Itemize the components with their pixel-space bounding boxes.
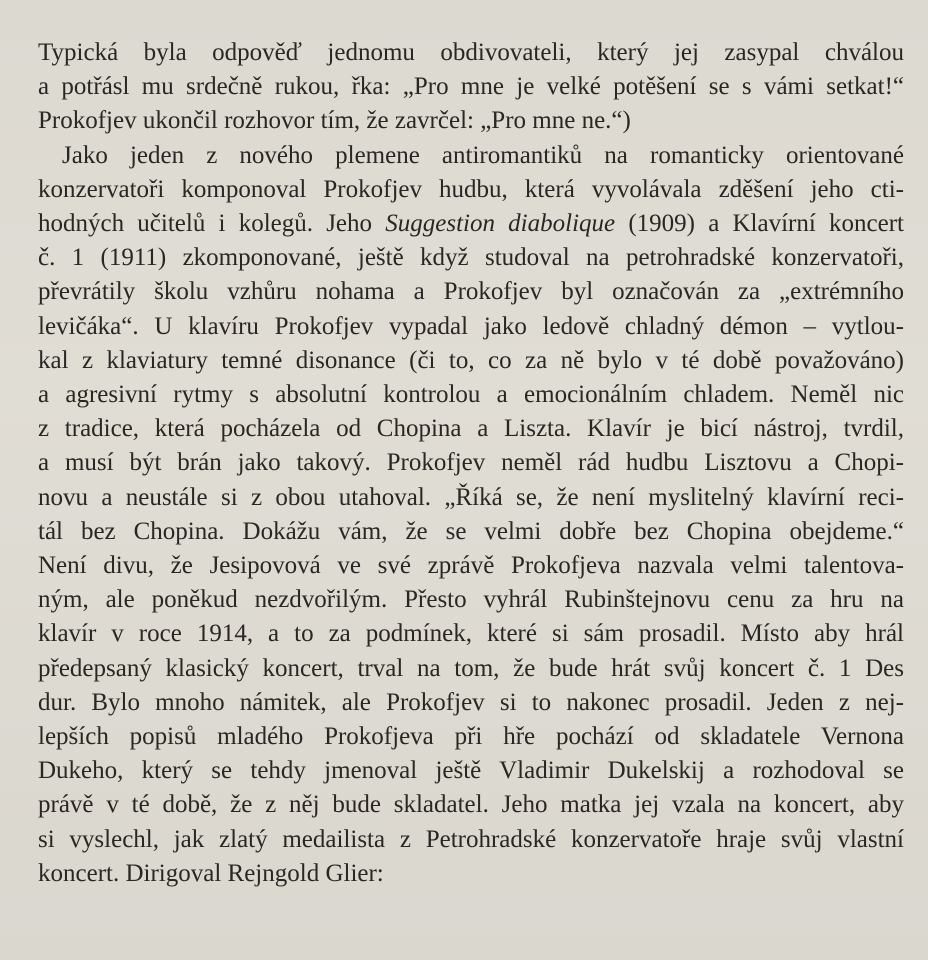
text-line: Typická byla odpověď jednomu obdivovateli, který jej zasypal chválou (38, 39, 904, 66)
text-line: Jako jeden z nového plemene antiromantiků na romanticky orientované (62, 141, 904, 169)
text-line: a agresivní rytmy s absolutní kontrolou a emocionálním chladem. Neměl nic (38, 381, 904, 409)
text-segment: hodných učitelů i kolegů. Jeho (38, 210, 386, 238)
text-line: č. 1 (1911) zkomponované, ještě když studoval na petrohradské konzervatoři, (38, 244, 904, 272)
text-line: právě v té době, že z něj bude skladatel. Jeho matka jej vzala na koncert, aby (38, 791, 904, 819)
text-line: předepsaný klasický koncert, trval na tom, že bude hrát svůj koncert č. 1 Des (38, 654, 904, 682)
text-line (38, 207, 904, 241)
paragraph-1 (38, 36, 904, 139)
text-line: a potřásl mu srdečně rukou, řka: „Pro mne je velké potěšení se s vámi setkat!“ (38, 73, 904, 101)
text-line: Není divu, že Jesipovová ve své zprávě Prokofjeva nazvala velmi talentova- (38, 552, 904, 580)
text-line: převrátily školu vzhůru nohama a Prokofjev byl označován za „extrémního (38, 278, 904, 306)
text-line: levičáka“. U klavíru Prokofjev vypadal jako ledově chladný démon – vytlou- (38, 312, 904, 340)
text-line: z tradice, která pocházela od Chopina a Liszta. Klavír je bicí nástroj, tvrdil, (38, 415, 904, 443)
text-line: kal z klaviatury temné disonance (či to, co za ně bylo v té době považováno) (38, 346, 904, 374)
text-line: novu a neustále si z obou utahoval. „Říká se, že není myslitelný klavírní reci- (38, 483, 904, 511)
text-line: klavír v roce 1914, a to za podmínek, které si sám prosadil. Místo aby hrál (38, 620, 904, 648)
text-line: si vyslechl, jak zlatý medailista z Petrohradské konzervatoře hraje svůj vlastní (38, 825, 904, 853)
text-line: konzervatoři komponoval Prokofjev hudbu, která vyvolávala zděšení jeho cti- (38, 175, 904, 203)
paragraph-2 (38, 139, 904, 891)
text-line: dur. Bylo mnoho námitek, ale Prokofjev si to nakonec prosadil. Jeden z nej- (38, 688, 904, 716)
text-line: Prokofjev ukončil rozhovor tím, že zavrčel: „Pro mne ne.“) (38, 107, 631, 135)
text-line: a musí být brán jako takový. Prokofjev neměl rád hudbu Lisztovu a Chopi- (38, 449, 904, 477)
text-line: ným, ale poněkud nezdvořilým. Přesto vyhrál Rubinštejnovu cenu za hru na (38, 586, 904, 614)
text-line: lepších popisů mladého Prokofjeva při hře pochází od skladatele Vernona (38, 723, 904, 751)
text-line: Dukeho, který se tehdy jmenoval ještě Vladimir Dukelskij a rozhodoval se (38, 757, 904, 785)
text-segment: (1909) a Klavírní koncert (615, 210, 904, 238)
italic-title: Suggestion diabolique (385, 210, 616, 238)
text-line: koncert. Dirigoval Rejngold Glier: (38, 859, 384, 887)
text-line: tál bez Chopina. Dokážu vám, že se velmi dobře bez Chopina obejdeme.“ (38, 517, 904, 545)
